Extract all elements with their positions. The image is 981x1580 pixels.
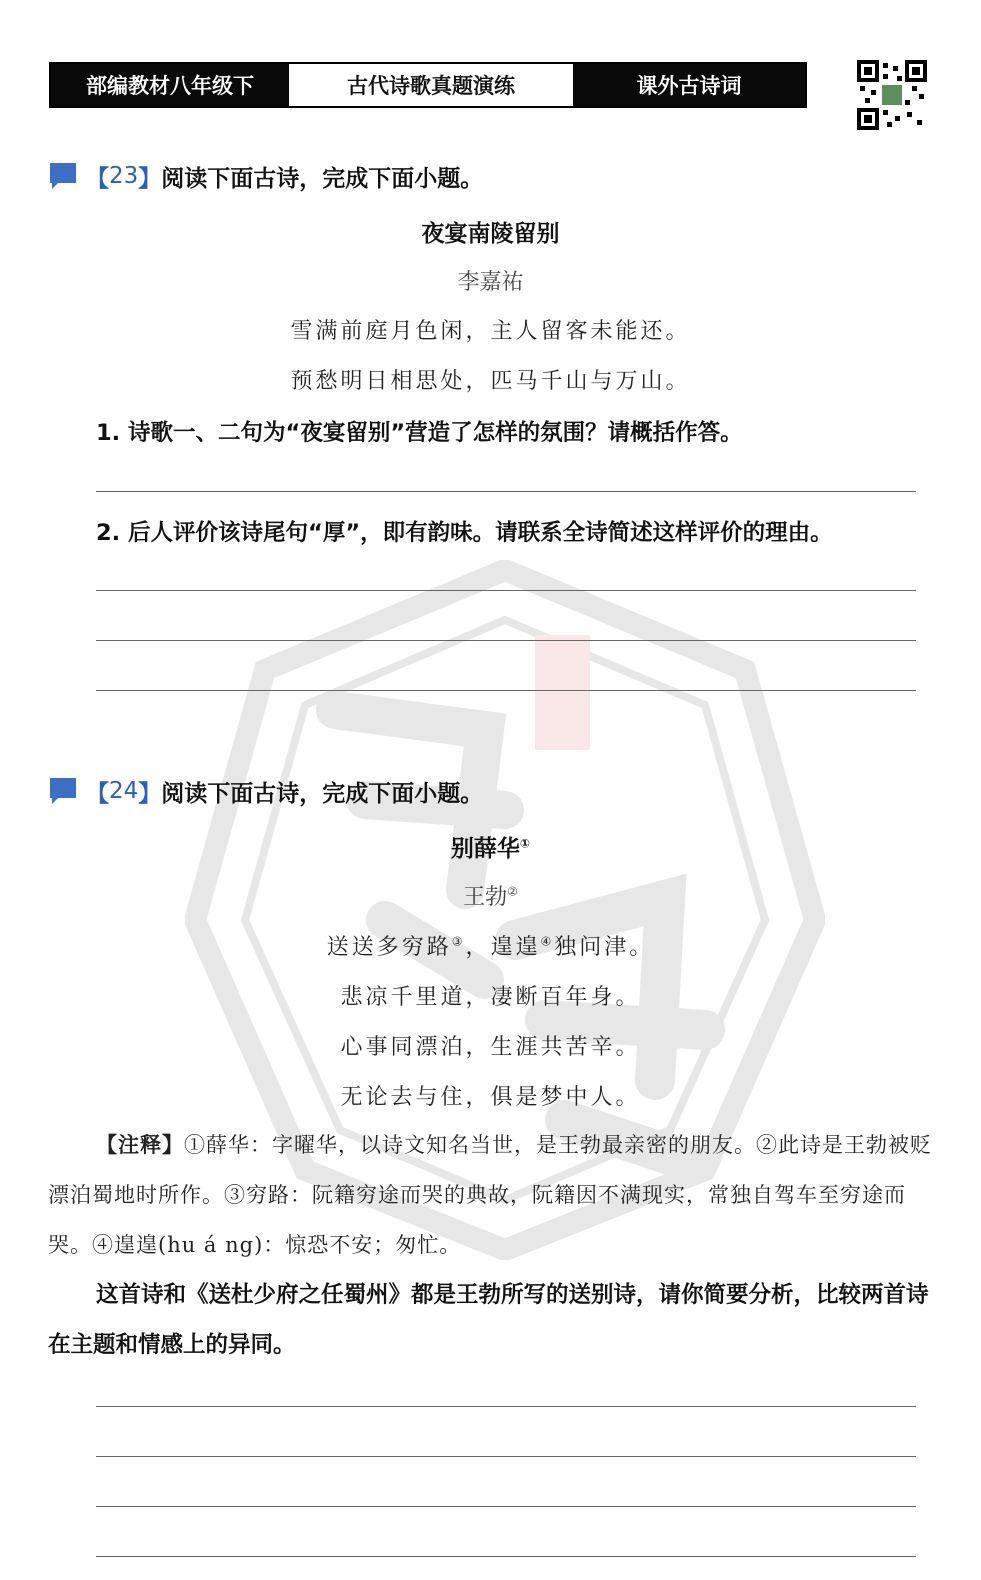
answer-line[interactable] <box>96 1456 916 1457</box>
poem-line: 无论去与住，俱是梦中人。 <box>340 1085 641 1110</box>
bracket-open: 【 <box>86 780 109 807</box>
answer-line[interactable] <box>96 491 916 492</box>
poem-line <box>0 930 981 961</box>
poem-line: 悲凉千里道，凄断百年身。 <box>340 985 641 1010</box>
annotation-label: 【注释】 <box>96 1133 184 1157</box>
footnote-marker: ③ <box>451 934 466 949</box>
bracket-open: 【 <box>86 165 109 192</box>
comparison-question: 这首诗和《送杜少府之任蜀州》都是王勃所写的送别诗，请你简要分析，比较两首诗在主题和情感上的异同。 <box>48 1282 929 1358</box>
poem-line: 预愁明日相思处，匹马千山与万山。 <box>290 369 691 394</box>
footnote-marker: ② <box>507 884 518 899</box>
question-24-heading <box>48 771 483 811</box>
header-grade-label: 部编教材八年级下 <box>51 64 289 106</box>
header-category-label: 课外古诗词 <box>573 64 805 106</box>
poem-title-text: 别薛华 <box>450 836 520 862</box>
poem-title <box>0 830 981 863</box>
qr-code-icon <box>857 60 927 130</box>
bracket-close: 】 <box>138 780 162 807</box>
poem-author <box>0 880 981 911</box>
poem-author: 李嘉祐 <box>457 270 524 295</box>
poem-line-part: 独问津。 <box>554 935 655 960</box>
annotation-text: ①薛华：字曜华，以诗文知名当世，是王勃最亲密的朋友。②此诗是王勃被贬漂泊蜀地时所作。③穷路：阮籍穷途而哭的典故，阮籍因不满现实，常独自驾车至穷途而哭。④遑遑(hu á ng)：惊恐不安；匆忙。 <box>48 1133 932 1257</box>
footnote-marker: ① <box>519 836 531 851</box>
footnote-marker: ④ <box>540 934 555 949</box>
poem-line: 心事同漂泊，生涯共苦辛。 <box>340 1035 641 1060</box>
question-flag-icon <box>48 161 78 191</box>
answer-line[interactable] <box>96 1556 916 1557</box>
answer-line[interactable] <box>96 590 916 591</box>
poem-title: 夜宴南陵留别 <box>421 221 560 247</box>
answer-line[interactable] <box>96 1406 916 1407</box>
bracket-close: 】 <box>138 165 162 192</box>
sub-question-1: 1. 诗歌一、二句为“夜宴留别”营造了怎样的氛围？请概括作答。 <box>96 420 743 446</box>
question-number: 23 <box>109 163 139 189</box>
poem-author-text: 王勃 <box>463 885 508 910</box>
header-bar <box>49 62 807 108</box>
annotation-block <box>48 1120 938 1270</box>
header-topic-label: 古代诗歌真题演练 <box>289 64 573 106</box>
question-flag-icon <box>48 776 78 806</box>
question-23-heading <box>48 156 483 196</box>
poem-line-part: ，遑遑 <box>465 935 541 960</box>
answer-line[interactable] <box>96 1506 916 1507</box>
poem-line-part: 送送多穷路 <box>326 935 452 960</box>
answer-line[interactable] <box>96 640 916 641</box>
poem-line: 雪满前庭月色闲，主人留客未能还。 <box>290 319 691 344</box>
sub-question-2: 2. 后人评价该诗尾句“厚”，即有韵味。请联系全诗简述这样评价的理由。 <box>96 520 833 546</box>
answer-line[interactable] <box>96 690 916 691</box>
question-instruction: 阅读下面古诗，完成下面小题。 <box>161 165 484 192</box>
question-instruction: 阅读下面古诗，完成下面小题。 <box>161 780 484 807</box>
question-number: 24 <box>109 778 139 804</box>
